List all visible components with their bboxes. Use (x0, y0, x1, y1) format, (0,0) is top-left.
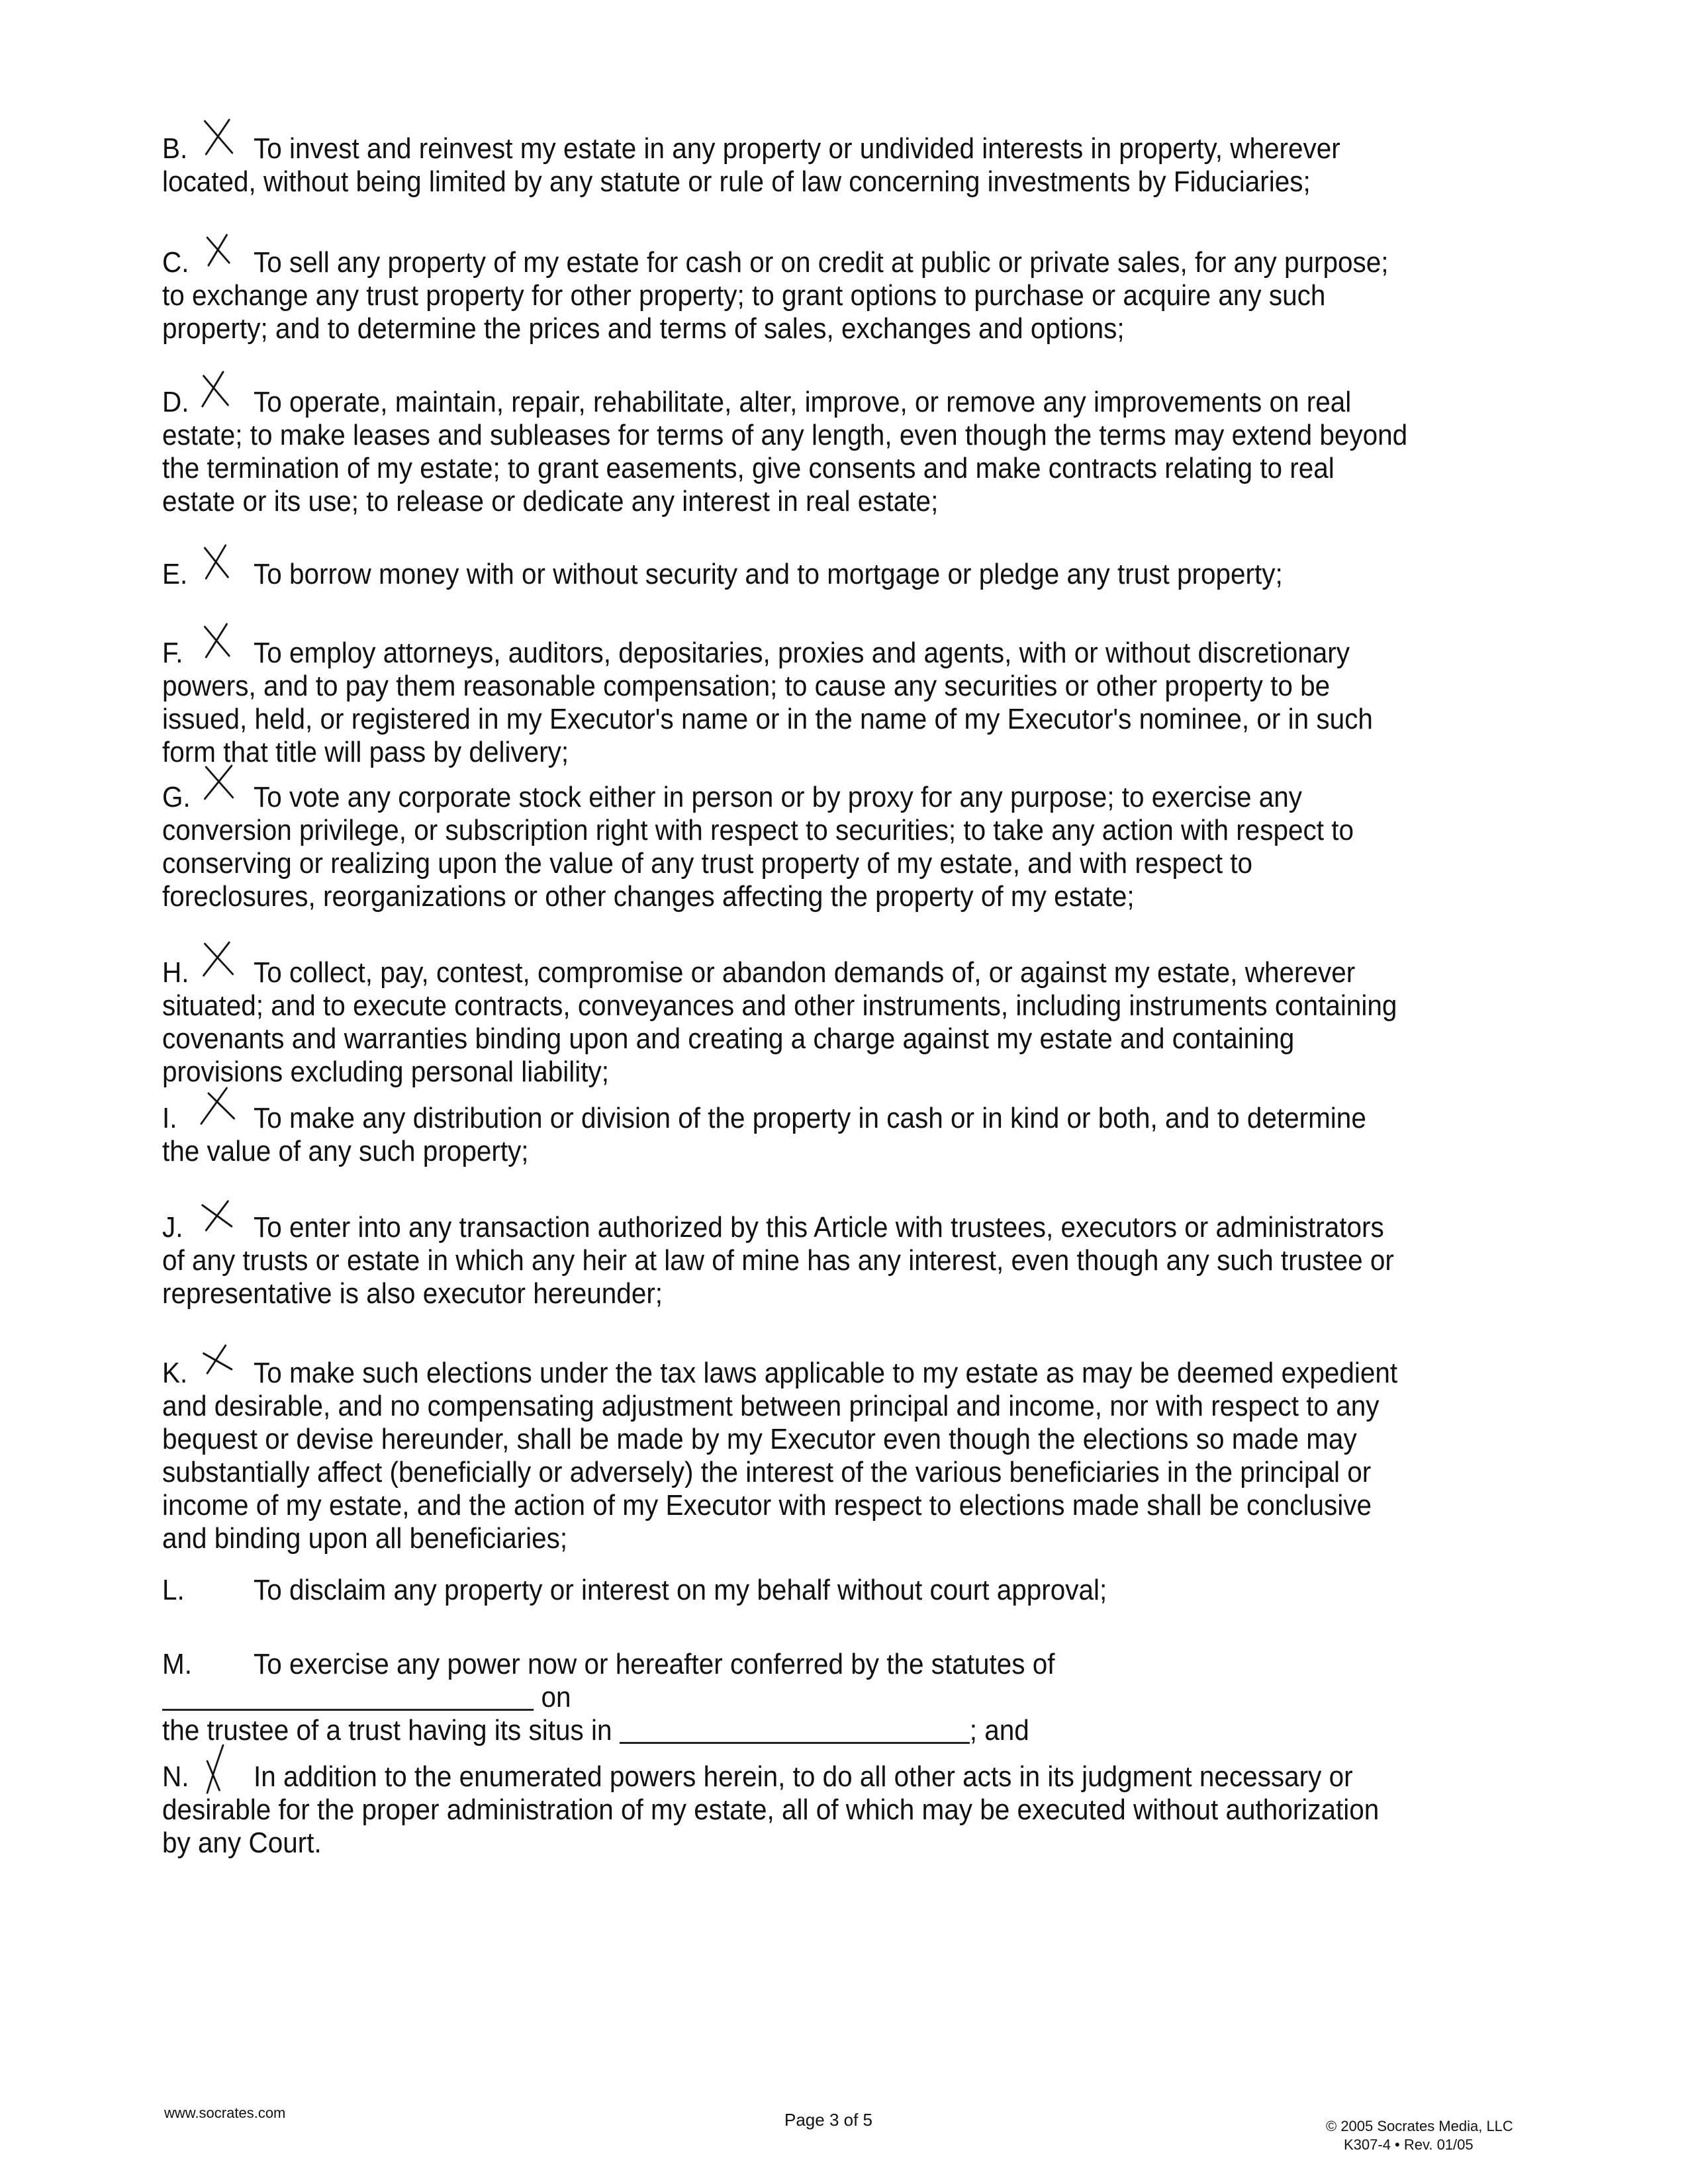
item-text: To make any distribution or division of the property in cash or in kind or both, and to determine the value of any such property; (162, 1102, 1366, 1167)
item-text-part3: the trustee of a trust having its situs in (162, 1714, 612, 1747)
power-item-j (162, 1211, 1407, 1310)
power-item-m (162, 1648, 1407, 1747)
item-letter: N. (162, 1760, 189, 1793)
power-item-g (162, 781, 1407, 913)
handwritten-x-mark (199, 1761, 254, 1788)
power-item-h (162, 956, 1407, 1089)
item-letter: K. (162, 1357, 188, 1389)
situs-blank-field[interactable] (620, 1715, 970, 1744)
item-letter: J. (162, 1211, 183, 1244)
power-item-b (162, 132, 1407, 199)
item-letter: F. (162, 637, 183, 669)
item-text: To make such elections under the tax laws applicable to my estate as may be deemed expedient and desirable, and no compensating adjustment between principal and income, nor with respect to any bequest or devise hereunder, shall be made by my Executor even though the elections so made may substantially affect (beneficially or adversely) the interest of the various beneficiaries in the principal or income of my estate, and the action of my Executor with respect to elections made shall be conclusive and binding upon all beneficiaries; (162, 1357, 1398, 1555)
handwritten-x-mark (199, 133, 254, 159)
empty-mark-space (199, 1574, 254, 1601)
item-text: To vote any corporate stock either in person or by proxy for any purpose; to exercise any conversion privilege, or subscription right with respect to securities; to take any action with respect to conserving or realizing upon the value of any trust property of my estate, and with respect to foreclosures, reorganizations or other changes affecting the property of my estate; (162, 781, 1354, 913)
handwritten-x-mark (199, 1103, 254, 1129)
item-letter: M. (162, 1648, 192, 1680)
item-text: To disclaim any property or interest on my behalf without court approval; (254, 1574, 1107, 1606)
item-letter: E. (162, 558, 188, 590)
power-item-k (162, 1357, 1407, 1555)
power-item-n (162, 1760, 1407, 1860)
footer-page-number: Page 3 of 5 (784, 2110, 872, 2130)
power-item-i (162, 1102, 1407, 1168)
handwritten-x-mark (199, 247, 254, 273)
item-text: In addition to the enumerated powers herein, to do all other acts in its judgment necessary or desirable for the proper administration of my estate, all of which may be executed without authorization by any Court. (162, 1760, 1380, 1859)
item-letter: B. (162, 132, 188, 165)
item-text-part2: on (541, 1681, 571, 1713)
item-letter: I. (162, 1102, 177, 1134)
empty-mark-space (199, 1649, 254, 1675)
power-item-e (162, 558, 1407, 591)
item-text: To borrow money with or without security and to mortgage or pledge any trust property; (254, 558, 1283, 590)
power-item-d (162, 386, 1407, 518)
item-text: To operate, maintain, repair, rehabilitate, alter, improve, or remove any improvements on real estate; to make leases and subleases for terms of any length, even though the terms may extend beyond the termination of my estate; to grant easements, give consents and make contracts relating to real estate or its use; to release or dedicate any interest in real estate; (162, 386, 1408, 518)
handwritten-x-mark (199, 782, 254, 808)
item-text-part1: To exercise any power now or hereafter conferred by the statutes of (254, 1648, 1055, 1680)
item-text: To enter into any transaction authorized by this Article with trustees, executors or administrators of any trusts or estate in which any heir at law of mine has any interest, even though any such trustee or representative is also executor hereunder; (162, 1211, 1394, 1310)
footer-website: www.socrates.com (164, 2105, 286, 2121)
item-letter: H. (162, 956, 189, 989)
handwritten-x-mark (199, 957, 254, 983)
item-letter: C. (162, 246, 189, 279)
item-letter: D. (162, 386, 189, 418)
power-item-f (162, 637, 1407, 769)
item-text-part4: ; and (969, 1714, 1029, 1747)
handwritten-x-mark (199, 559, 254, 585)
footer-copyright: © 2005 Socrates Media, LLC (1326, 2118, 1513, 2134)
power-item-c (162, 246, 1407, 345)
item-letter: L. (162, 1574, 185, 1606)
item-text: To invest and reinvest my estate in any property or undivided interests in property, wherever located, without being limited by any statute or rule of law concerning investments by Fiduciaries; (162, 132, 1340, 198)
statutes-blank-field[interactable] (162, 1682, 534, 1711)
power-item-l (162, 1574, 1407, 1607)
item-text: To sell any property of my estate for cash or on credit at public or private sales, for any purpose; to exchange any trust property for other property; to grant options to purchase or acquire any such property; and to determine the prices and terms of sales, exchanges and options; (162, 246, 1389, 345)
item-text: To employ attorneys, auditors, depositaries, proxies and agents, with or without discretionary powers, and to pay them reasonable compensation; to cause any securities or other property to be issued, held, or registered in my Executor's name or in the name of my Executor's nominee, or in such form that title will pass by delivery; (162, 637, 1373, 768)
handwritten-x-mark (199, 1357, 254, 1384)
handwritten-x-mark (199, 387, 254, 413)
footer-form-code: K307-4 • Rev. 01/05 (1344, 2136, 1474, 2153)
item-text: To collect, pay, contest, compromise or abandon demands of, or against my estate, wherever situated; and to execute contracts, conveyances and other instruments, including instruments containing covenants and warranties binding upon and creating a charge against my estate and containing provisions excluding personal liability; (162, 956, 1397, 1088)
item-letter: G. (162, 781, 191, 813)
handwritten-x-mark (199, 1212, 254, 1238)
handwritten-x-mark (199, 637, 254, 664)
